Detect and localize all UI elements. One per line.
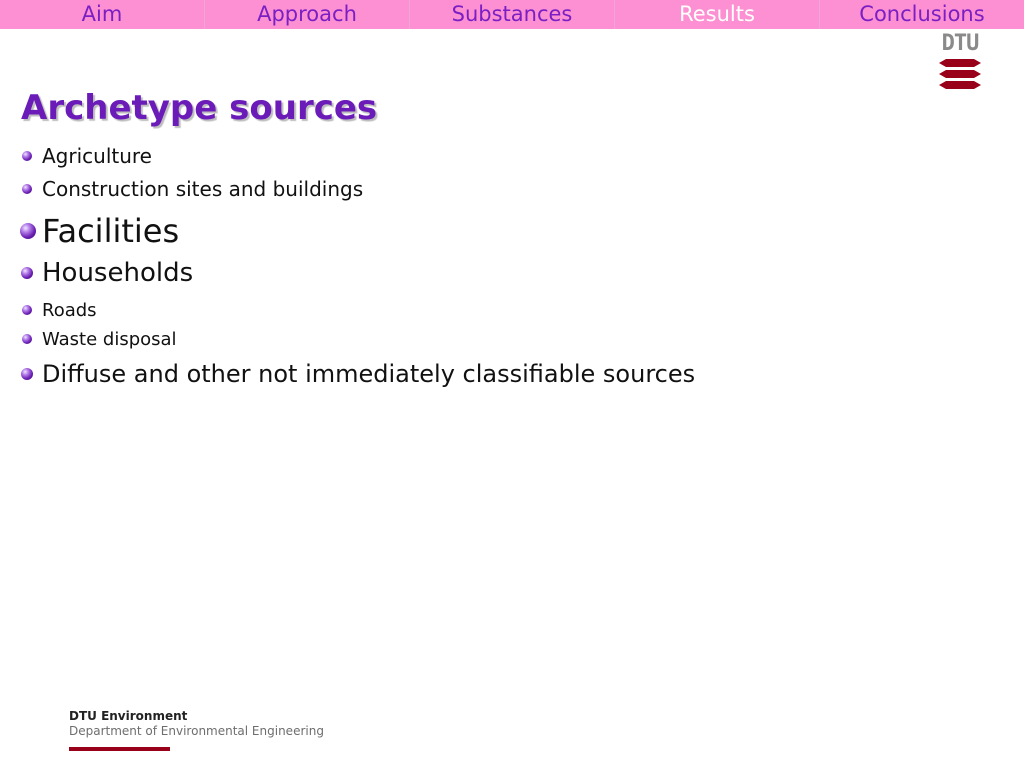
bullet-icon xyxy=(22,151,32,161)
section-nav-bar xyxy=(0,0,1024,29)
dtu-wave-emblem-icon xyxy=(938,59,982,93)
bullet-icon xyxy=(20,223,36,239)
list-item xyxy=(20,358,695,390)
slide-title: Archetype sources xyxy=(21,88,378,128)
bullet-icon xyxy=(21,267,33,279)
nav-tab-aim[interactable]: Aim xyxy=(0,0,205,29)
footer-org-name: DTU Environment xyxy=(69,709,188,723)
list-item xyxy=(20,142,695,170)
bullet-icon xyxy=(21,368,33,380)
list-item xyxy=(20,298,695,322)
footer-divider xyxy=(69,747,170,751)
bullet-list xyxy=(20,142,695,390)
bullet-text: Diffuse and other not immediately classifiable sources xyxy=(42,360,696,388)
footer-department: Department of Environmental Engineering xyxy=(69,724,324,738)
dtu-logo xyxy=(938,33,982,93)
nav-tab-approach[interactable]: Approach xyxy=(205,0,410,29)
bullet-text: Waste disposal xyxy=(42,328,177,350)
bullet-text: Agriculture xyxy=(42,144,152,168)
list-item xyxy=(20,175,695,203)
dtu-logo-text: DTU xyxy=(941,31,979,56)
nav-tab-results[interactable]: Results xyxy=(615,0,820,29)
bullet-text: Construction sites and buildings xyxy=(42,177,364,201)
list-item xyxy=(20,327,695,351)
nav-tab-substances[interactable]: Substances xyxy=(410,0,615,29)
list-item xyxy=(20,256,695,290)
footer xyxy=(69,709,329,751)
bullet-icon xyxy=(22,334,32,344)
bullet-icon xyxy=(22,305,32,315)
bullet-text: Facilities xyxy=(42,212,180,250)
nav-tab-conclusions[interactable]: Conclusions xyxy=(859,2,985,26)
bullet-icon xyxy=(22,184,32,194)
bullet-text: Roads xyxy=(42,299,97,321)
bullet-text: Households xyxy=(42,258,194,288)
list-item xyxy=(20,212,695,250)
